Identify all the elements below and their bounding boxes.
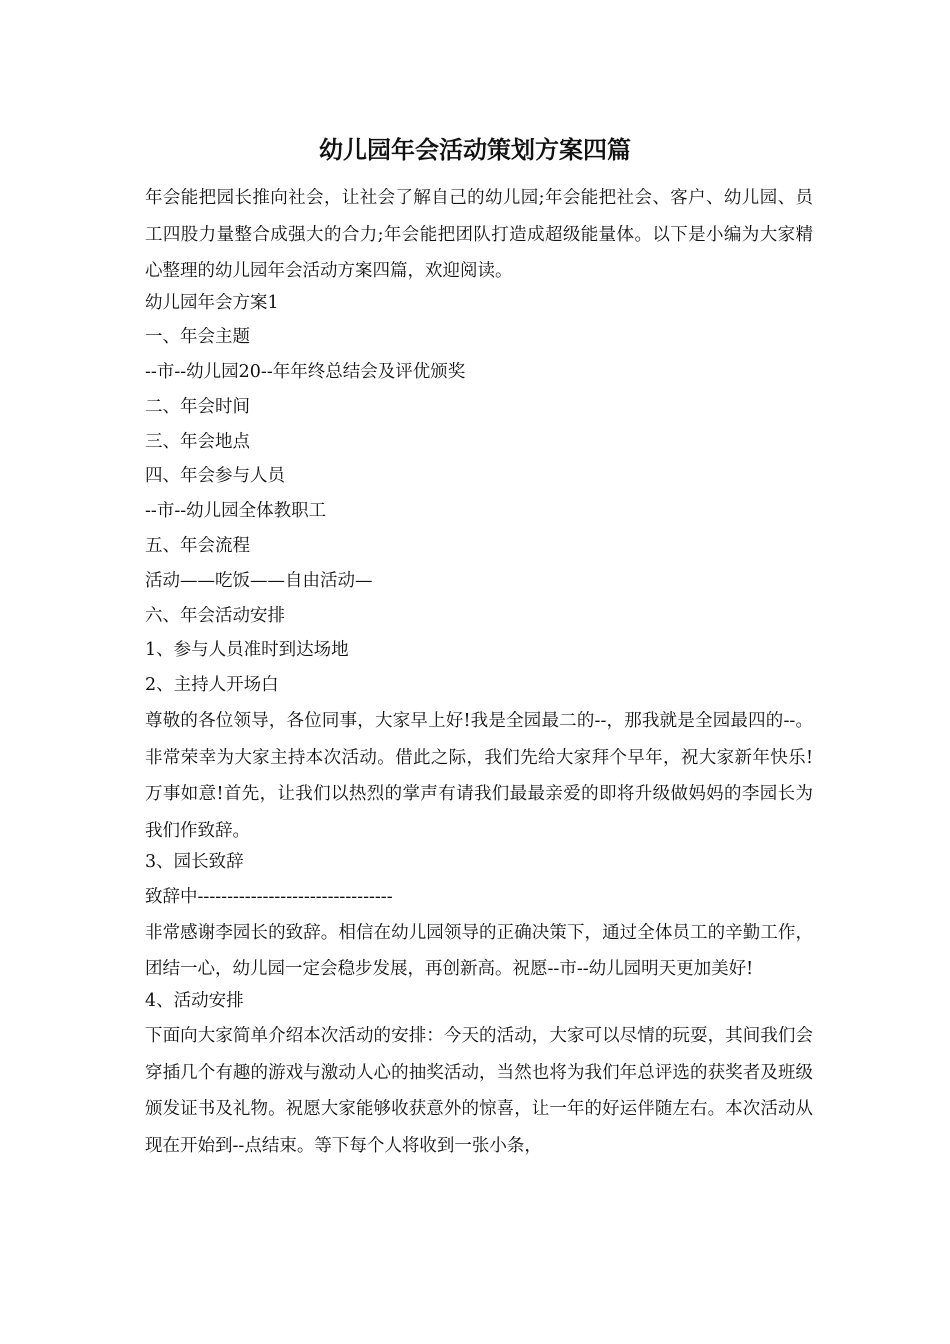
- arrangement-item-2: 2、主持人开场白: [145, 675, 279, 696]
- arrangement-item-3: 3、园长致辞: [145, 852, 244, 873]
- section-heading-time: 二、年会时间: [145, 396, 250, 417]
- plan-heading: 幼儿园年会方案1: [145, 292, 279, 313]
- arrangement-item-4: 4、活动安排: [145, 990, 244, 1011]
- document-title: 幼儿园年会活动策划方案四篇: [319, 135, 631, 164]
- section-heading-venue: 三、年会地点: [145, 431, 250, 452]
- theme-text: --市--幼儿园20--年年终总结会及评优颁奖: [145, 362, 466, 383]
- section-heading-theme: 一、年会主题: [145, 327, 250, 348]
- process-text: 活动——吃饭——自由活动—: [145, 570, 373, 591]
- host-opening-paragraph: 尊敬的各位领导，各位同事，大家早上好!我是全园最二的--，那我就是全园最四的--。非常荣幸为大家主持本次活动。借此之际，我们先给大家拜个早年，祝大家新年快乐!万事如意!首先，让我们以热烈的掌声有请我们最最亲爱的即将升级做妈妈的李园长为我们作致辞。: [145, 711, 813, 841]
- section-heading-process: 五、年会流程: [145, 536, 250, 557]
- section-heading-participants: 四、年会参与人员: [145, 466, 285, 487]
- arrangement-item-1: 1、参与人员准时到达场地: [145, 640, 349, 661]
- intro-paragraph: 年会能把园长推向社会，让社会了解自己的幼儿园;年会能把社会、客户、幼儿园、员工四股力量整合成强大的合力;年会能把团队打造成超级能量体。以下是小编为大家精心整理的幼儿园年会活动方案四篇，欢迎阅读。: [145, 188, 813, 281]
- thanks-paragraph: 非常感谢李园长的致辞。相信在幼儿园领导的正确决策下，通过全体员工的辛勤工作，团结一心，幼儿园一定会稳步发展，再创新高。祝愿--市--幼儿园明天更加美好!: [145, 922, 813, 980]
- participants-text: --市--幼儿园全体教职工: [145, 501, 327, 522]
- section-heading-arrangement: 六、年会活动安排: [145, 605, 285, 626]
- activity-intro-paragraph: 下面向大家简单介绍本次活动的安排：今天的活动，大家可以尽情的玩耍，其间我们会穿插几个有趣的游戏与激动人心的抽奖活动，当然也将为我们年总评选的获奖者及班级颁发证书及礼物。祝愿大家能够收获意外的惊喜，让一年的好运伴随左右。本次活动从现在开始到--点结束。等下每个人将收到一张小条，: [145, 1026, 813, 1156]
- speech-placeholder: 致辞中---------------------------------: [145, 886, 393, 907]
- document-body: [145, 180, 813, 1164]
